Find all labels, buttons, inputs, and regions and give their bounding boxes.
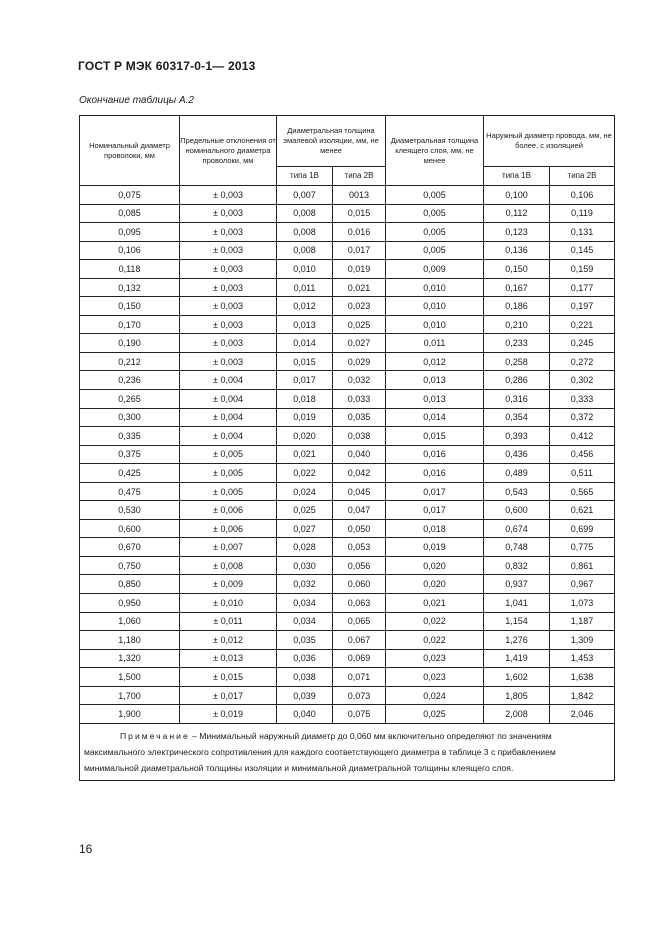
table-cell: 0,621 bbox=[550, 501, 615, 520]
table-cell: 0,145 bbox=[550, 241, 615, 260]
table-cell: 0,038 bbox=[277, 668, 333, 687]
table-cell: 0,015 bbox=[386, 427, 484, 446]
table-cell: 0,014 bbox=[386, 408, 484, 427]
table-cell: 0,027 bbox=[333, 334, 386, 353]
table-cell: 0,170 bbox=[80, 315, 180, 334]
table-row bbox=[80, 390, 615, 409]
table-row bbox=[80, 297, 615, 316]
table-cell: 0,034 bbox=[277, 612, 333, 631]
table-cell: 0,013 bbox=[386, 390, 484, 409]
table-row bbox=[80, 260, 615, 279]
table-cell: 0,060 bbox=[333, 575, 386, 594]
table-cell: 0,302 bbox=[550, 371, 615, 390]
table-cell: 0,021 bbox=[277, 445, 333, 464]
table-cell: 0,033 bbox=[333, 390, 386, 409]
table-cell: 0,010 bbox=[386, 297, 484, 316]
table-cell: 0,005 bbox=[386, 241, 484, 260]
table-cell: 0,019 bbox=[277, 408, 333, 427]
table-cell: 0,016 bbox=[386, 445, 484, 464]
table-cell: 0,258 bbox=[484, 352, 550, 371]
table-cell: ± 0,003 bbox=[180, 260, 277, 279]
table-cell: 0,011 bbox=[277, 278, 333, 297]
table-cell: 0,024 bbox=[277, 482, 333, 501]
table-cell: 0,013 bbox=[386, 371, 484, 390]
table-cell: 0,045 bbox=[333, 482, 386, 501]
table-cell: 0,035 bbox=[333, 408, 386, 427]
table-cell: 0,600 bbox=[484, 501, 550, 520]
table-cell: 0,007 bbox=[277, 186, 333, 205]
table-cell: 1,041 bbox=[484, 594, 550, 613]
table-cell: 0,020 bbox=[386, 556, 484, 575]
table-cell: 0,005 bbox=[386, 223, 484, 242]
table-cell: 0,022 bbox=[386, 612, 484, 631]
table-cell: 0,011 bbox=[386, 334, 484, 353]
note-text: – Минимальный наружный диаметр до 0,060 мм включительно определяют по значениям максимального электрического сопротивления для каждого соответствующего диаметра в таблице 3 с прибавлением минимальной диаметральной толщины изоляции и минимальной диаметральной толщины клеящего слоя. bbox=[84, 730, 556, 773]
table-cell: 0,967 bbox=[550, 575, 615, 594]
table-cell: 0,018 bbox=[386, 519, 484, 538]
table-cell: 0,040 bbox=[333, 445, 386, 464]
table-cell: ± 0,003 bbox=[180, 315, 277, 334]
table-cell: 0,036 bbox=[277, 649, 333, 668]
table-row bbox=[80, 631, 615, 650]
table-cell: 0,016 bbox=[333, 223, 386, 242]
table-cell: 0,005 bbox=[386, 186, 484, 205]
wire-dimensions-table bbox=[79, 115, 615, 781]
table-cell: 0,020 bbox=[277, 427, 333, 446]
table-cell: 0,021 bbox=[386, 594, 484, 613]
table-cell: 1,602 bbox=[484, 668, 550, 687]
table-cell: 0,245 bbox=[550, 334, 615, 353]
table-cell: 0,071 bbox=[333, 668, 386, 687]
header-outer-type1: типа 1В bbox=[484, 167, 550, 186]
table-cell: 0,748 bbox=[484, 538, 550, 557]
table-cell: 0,014 bbox=[277, 334, 333, 353]
table-cell: 0,233 bbox=[484, 334, 550, 353]
header-outer-diameter: Наружный диаметр провода, мм, не более, с изоляцией bbox=[484, 116, 615, 167]
table-cell: 0,286 bbox=[484, 371, 550, 390]
table-cell: 0,065 bbox=[333, 612, 386, 631]
table-cell: 1,180 bbox=[80, 631, 180, 650]
table-cell: 0,489 bbox=[484, 464, 550, 483]
table-cell: 0,177 bbox=[550, 278, 615, 297]
table-cell: 0,020 bbox=[386, 575, 484, 594]
table-row bbox=[80, 519, 615, 538]
table-cell: 0,123 bbox=[484, 223, 550, 242]
table-cell: 0,131 bbox=[550, 223, 615, 242]
table-cell: 0,010 bbox=[386, 315, 484, 334]
table-row bbox=[80, 427, 615, 446]
table-row bbox=[80, 538, 615, 557]
table-cell: 0,024 bbox=[386, 686, 484, 705]
table-row bbox=[80, 241, 615, 260]
table-cell: 0,850 bbox=[80, 575, 180, 594]
table-cell: 0,075 bbox=[80, 186, 180, 205]
table-cell: 1,842 bbox=[550, 686, 615, 705]
table-cell: 0,085 bbox=[80, 204, 180, 223]
table-cell: ± 0,004 bbox=[180, 427, 277, 446]
table-cell: 0,050 bbox=[333, 519, 386, 538]
table-cell: ± 0,019 bbox=[180, 705, 277, 724]
table-cell: 2,008 bbox=[484, 705, 550, 724]
table-cell: 0,186 bbox=[484, 297, 550, 316]
table-cell: 0,016 bbox=[386, 464, 484, 483]
table-note bbox=[80, 723, 615, 780]
table-cell: ± 0,004 bbox=[180, 371, 277, 390]
table-cell: ± 0,006 bbox=[180, 501, 277, 520]
table-cell: 0,674 bbox=[484, 519, 550, 538]
table-cell: 0,032 bbox=[277, 575, 333, 594]
table-cell: 0,023 bbox=[386, 668, 484, 687]
table-row bbox=[80, 686, 615, 705]
table-cell: 0,511 bbox=[550, 464, 615, 483]
table-row bbox=[80, 352, 615, 371]
table-cell: ± 0,007 bbox=[180, 538, 277, 557]
table-cell: 0,372 bbox=[550, 408, 615, 427]
table-cell: 0,221 bbox=[550, 315, 615, 334]
header-deviation: Предельные отклонения от номинального диаметра проволоки, мм bbox=[180, 116, 277, 186]
table-cell: 0,106 bbox=[80, 241, 180, 260]
table-cell: 1,500 bbox=[80, 668, 180, 687]
table-cell: 1,276 bbox=[484, 631, 550, 650]
table-cell: ± 0,011 bbox=[180, 612, 277, 631]
table-cell: 1,805 bbox=[484, 686, 550, 705]
table-cell: 0,212 bbox=[80, 352, 180, 371]
table-cell: 0,047 bbox=[333, 501, 386, 520]
table-cell: 0,022 bbox=[277, 464, 333, 483]
table-cell: 0,075 bbox=[333, 705, 386, 724]
table-cell: 0,023 bbox=[386, 649, 484, 668]
table-body bbox=[80, 186, 615, 724]
table-cell: 0,032 bbox=[333, 371, 386, 390]
header-nominal-diameter: Номинальный диаметр проволоки, мм bbox=[80, 116, 180, 186]
table-cell: 1,073 bbox=[550, 594, 615, 613]
table-cell: 0013 bbox=[333, 186, 386, 205]
table-cell: 0,159 bbox=[550, 260, 615, 279]
table-cell: 0,035 bbox=[277, 631, 333, 650]
table-cell: 0,100 bbox=[484, 186, 550, 205]
table-cell: 0,118 bbox=[80, 260, 180, 279]
table-row bbox=[80, 612, 615, 631]
table-cell: 0,300 bbox=[80, 408, 180, 427]
table-cell: ± 0,015 bbox=[180, 668, 277, 687]
table-cell: 0,034 bbox=[277, 594, 333, 613]
table-row bbox=[80, 204, 615, 223]
table-cell: ± 0,003 bbox=[180, 186, 277, 205]
table-cell: 0,236 bbox=[80, 371, 180, 390]
table-cell: 1,060 bbox=[80, 612, 180, 631]
table-cell: ± 0,003 bbox=[180, 278, 277, 297]
table-cell: 0,335 bbox=[80, 427, 180, 446]
table-cell: 0,056 bbox=[333, 556, 386, 575]
table-row bbox=[80, 334, 615, 353]
table-cell: 0,063 bbox=[333, 594, 386, 613]
table-cell: 0,354 bbox=[484, 408, 550, 427]
table-cell: 0,008 bbox=[277, 241, 333, 260]
table-cell: 0,456 bbox=[550, 445, 615, 464]
table-cell: 0,197 bbox=[550, 297, 615, 316]
header-enamel-type1: типа 1В bbox=[277, 167, 333, 186]
table-cell: 0,021 bbox=[333, 278, 386, 297]
table-cell: 0,150 bbox=[484, 260, 550, 279]
table-cell: 0,265 bbox=[80, 390, 180, 409]
table-cell: 0,073 bbox=[333, 686, 386, 705]
table-cell: 0,015 bbox=[333, 204, 386, 223]
table-cell: 0,025 bbox=[333, 315, 386, 334]
table-row bbox=[80, 501, 615, 520]
table-row bbox=[80, 408, 615, 427]
table-cell: 0,023 bbox=[333, 297, 386, 316]
table-cell: 0,543 bbox=[484, 482, 550, 501]
table-cell: ± 0,006 bbox=[180, 519, 277, 538]
table-cell: 0,950 bbox=[80, 594, 180, 613]
table-cell: 0,333 bbox=[550, 390, 615, 409]
table-cell: 0,008 bbox=[277, 223, 333, 242]
table-cell: 0,008 bbox=[277, 204, 333, 223]
table-cell: 1,187 bbox=[550, 612, 615, 631]
table-cell: 0,030 bbox=[277, 556, 333, 575]
table-cell: ± 0,003 bbox=[180, 352, 277, 371]
table-cell: 0,040 bbox=[277, 705, 333, 724]
table-cell: ± 0,013 bbox=[180, 649, 277, 668]
table-cell: ± 0,012 bbox=[180, 631, 277, 650]
table-row bbox=[80, 649, 615, 668]
table-caption: Окончание таблицы А.2 bbox=[79, 95, 194, 106]
table-row bbox=[80, 371, 615, 390]
table-cell: ± 0,005 bbox=[180, 482, 277, 501]
table-row bbox=[80, 186, 615, 205]
note-label: Примечание bbox=[120, 730, 190, 741]
table-cell: 1,900 bbox=[80, 705, 180, 724]
table-cell: 0,210 bbox=[484, 315, 550, 334]
table-cell: 0,012 bbox=[277, 297, 333, 316]
table-cell: 0,017 bbox=[277, 371, 333, 390]
table-cell: ± 0,003 bbox=[180, 241, 277, 260]
table-cell: 0,190 bbox=[80, 334, 180, 353]
document-header: ГОСТ Р МЭК 60317-0-1— 2013 bbox=[78, 59, 256, 73]
table-row bbox=[80, 315, 615, 334]
table-cell: 0,029 bbox=[333, 352, 386, 371]
table-cell: ± 0,017 bbox=[180, 686, 277, 705]
table-cell: 0,017 bbox=[333, 241, 386, 260]
table-cell: ± 0,003 bbox=[180, 223, 277, 242]
table-cell: 1,419 bbox=[484, 649, 550, 668]
table-cell: 0,012 bbox=[386, 352, 484, 371]
table-cell: 0,025 bbox=[277, 501, 333, 520]
table-cell: 0,028 bbox=[277, 538, 333, 557]
table-cell: ± 0,003 bbox=[180, 204, 277, 223]
table-cell: 0,022 bbox=[386, 631, 484, 650]
table-cell: 0,095 bbox=[80, 223, 180, 242]
table-cell: 0,019 bbox=[333, 260, 386, 279]
table-cell: 2,046 bbox=[550, 705, 615, 724]
table-cell: 0,069 bbox=[333, 649, 386, 668]
table-row bbox=[80, 278, 615, 297]
header-adhesive-thickness: Диаметральная толщина клеящего слоя, мм, не менее bbox=[386, 116, 484, 186]
table-cell: 0,038 bbox=[333, 427, 386, 446]
table-row bbox=[80, 482, 615, 501]
table-cell: 0,436 bbox=[484, 445, 550, 464]
table-cell: 1,320 bbox=[80, 649, 180, 668]
table-cell: 0,112 bbox=[484, 204, 550, 223]
table-cell: ± 0,003 bbox=[180, 334, 277, 353]
table-row bbox=[80, 556, 615, 575]
table-row bbox=[80, 445, 615, 464]
header-outer-type2: типа 2В bbox=[550, 167, 615, 186]
table-cell: 0,015 bbox=[277, 352, 333, 371]
table-cell: 0,530 bbox=[80, 501, 180, 520]
table-cell: 0,009 bbox=[386, 260, 484, 279]
table-cell: 0,042 bbox=[333, 464, 386, 483]
table-cell: 0,067 bbox=[333, 631, 386, 650]
table-cell: 0,750 bbox=[80, 556, 180, 575]
table-cell: 0,053 bbox=[333, 538, 386, 557]
table-row bbox=[80, 223, 615, 242]
table-cell: 0,272 bbox=[550, 352, 615, 371]
table-cell: 0,565 bbox=[550, 482, 615, 501]
table-cell: 0,018 bbox=[277, 390, 333, 409]
table-cell: 0,861 bbox=[550, 556, 615, 575]
page-number: 16 bbox=[79, 842, 93, 856]
table-cell: 0,010 bbox=[386, 278, 484, 297]
table-cell: 0,150 bbox=[80, 297, 180, 316]
table-cell: 0,699 bbox=[550, 519, 615, 538]
table-cell: 1,700 bbox=[80, 686, 180, 705]
table-cell: 0,027 bbox=[277, 519, 333, 538]
table-cell: 0,025 bbox=[386, 705, 484, 724]
table-cell: 0,832 bbox=[484, 556, 550, 575]
table-cell: ± 0,008 bbox=[180, 556, 277, 575]
table-cell: ± 0,003 bbox=[180, 297, 277, 316]
table-cell: 1,638 bbox=[550, 668, 615, 687]
table-cell: 0,775 bbox=[550, 538, 615, 557]
header-enamel-type2: типа 2В bbox=[333, 167, 386, 186]
table-cell: 0,167 bbox=[484, 278, 550, 297]
table-cell: 1,453 bbox=[550, 649, 615, 668]
header-enamel-thickness: Диаметральная толщина эмалевой изоляции, мм, не менее bbox=[277, 116, 386, 167]
table-cell: 0,010 bbox=[277, 260, 333, 279]
table-cell: 0,600 bbox=[80, 519, 180, 538]
table-cell: 0,039 bbox=[277, 686, 333, 705]
table-cell: 0,425 bbox=[80, 464, 180, 483]
table-cell: 0,019 bbox=[386, 538, 484, 557]
table-cell: 0,005 bbox=[386, 204, 484, 223]
table-cell: 0,937 bbox=[484, 575, 550, 594]
table-row bbox=[80, 705, 615, 724]
table-cell: 0,412 bbox=[550, 427, 615, 446]
table-cell: ± 0,005 bbox=[180, 464, 277, 483]
table-cell: 0,017 bbox=[386, 482, 484, 501]
table-cell: 0,106 bbox=[550, 186, 615, 205]
table-cell: ± 0,005 bbox=[180, 445, 277, 464]
table-row bbox=[80, 668, 615, 687]
table-row bbox=[80, 575, 615, 594]
table-cell: ± 0,009 bbox=[180, 575, 277, 594]
table-cell: 1,309 bbox=[550, 631, 615, 650]
table-cell: 0,136 bbox=[484, 241, 550, 260]
table-row bbox=[80, 594, 615, 613]
table-cell: 0,119 bbox=[550, 204, 615, 223]
table-cell: 0,017 bbox=[386, 501, 484, 520]
table-cell: 0,316 bbox=[484, 390, 550, 409]
table-cell: 1,154 bbox=[484, 612, 550, 631]
table-cell: 0,670 bbox=[80, 538, 180, 557]
table-cell: ± 0,004 bbox=[180, 390, 277, 409]
table-cell: ± 0,010 bbox=[180, 594, 277, 613]
table-cell: 0,393 bbox=[484, 427, 550, 446]
table-cell: ± 0,004 bbox=[180, 408, 277, 427]
table-cell: 0,132 bbox=[80, 278, 180, 297]
table-row bbox=[80, 464, 615, 483]
table-cell: 0,475 bbox=[80, 482, 180, 501]
table-cell: 0,013 bbox=[277, 315, 333, 334]
table-cell: 0,375 bbox=[80, 445, 180, 464]
